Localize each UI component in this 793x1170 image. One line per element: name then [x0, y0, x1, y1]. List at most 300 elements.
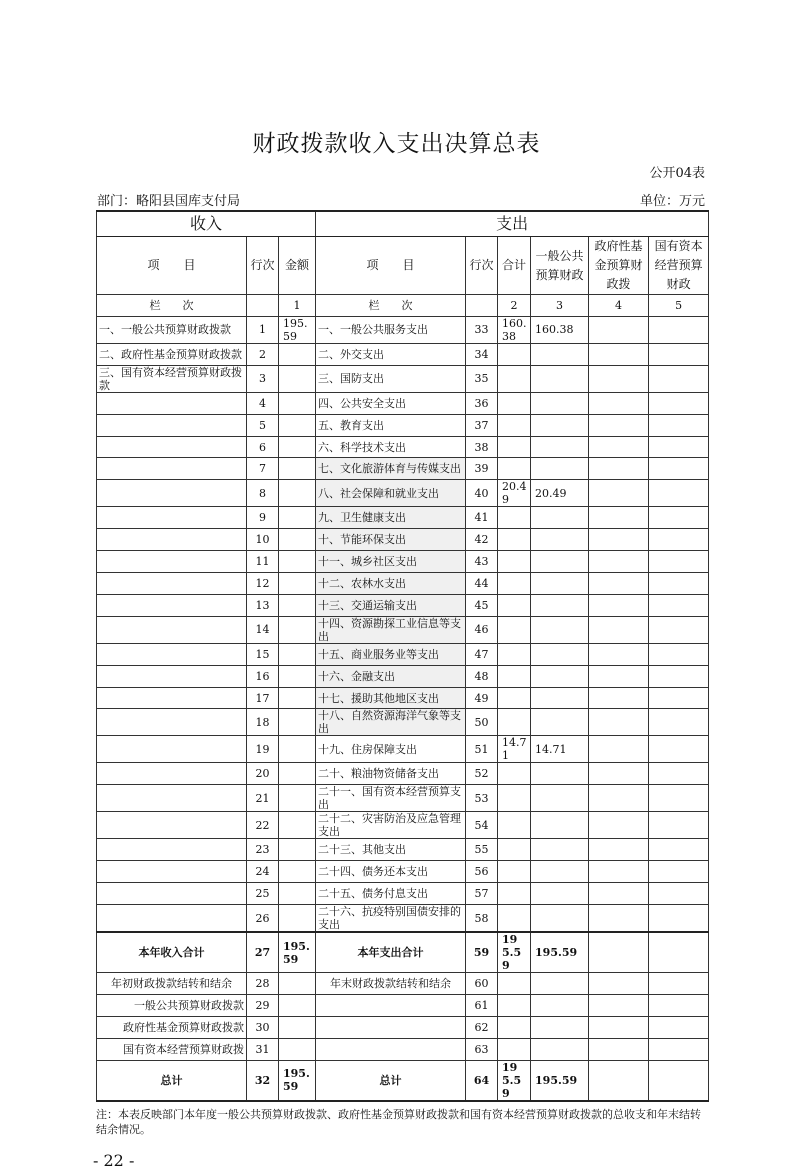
- expense-item: [316, 1016, 466, 1038]
- expense-total: [498, 1038, 531, 1060]
- table-row: [97, 994, 709, 1016]
- expense-line: 51: [466, 736, 498, 763]
- expense-general: [531, 458, 589, 480]
- expense-item: 十八、自然资源海洋气象等支出: [316, 709, 466, 736]
- income-amount: [279, 392, 316, 414]
- expense-general: [531, 414, 589, 436]
- expense-general: 14.71: [531, 736, 589, 763]
- table-row: [97, 507, 709, 529]
- income-line: 21: [247, 785, 279, 812]
- expense-state: [649, 316, 709, 343]
- expense-total: [498, 529, 531, 551]
- income-item: 政府性基金预算财政拨款: [97, 1016, 247, 1038]
- expense-state: [649, 616, 709, 643]
- col-row-1: 1: [279, 295, 316, 317]
- expense-state: [649, 665, 709, 687]
- table-row: [97, 932, 709, 973]
- expense-state: [649, 785, 709, 812]
- expense-item: [316, 994, 466, 1016]
- table-row: [97, 905, 709, 933]
- expense-total: [498, 1016, 531, 1038]
- income-line: 2: [247, 343, 279, 365]
- expense-item: 二十四、债务还本支出: [316, 861, 466, 883]
- expense-item: 十九、住房保障支出: [316, 736, 466, 763]
- expense-general: [531, 812, 589, 839]
- col-row-2: 2: [498, 295, 531, 317]
- expense-state: [649, 1060, 709, 1101]
- expense-general: [531, 594, 589, 616]
- income-item: [97, 529, 247, 551]
- income-amount: [279, 736, 316, 763]
- expense-general: [531, 551, 589, 573]
- expense-line: 46: [466, 616, 498, 643]
- expense-general: [531, 343, 589, 365]
- expense-total: [498, 436, 531, 458]
- expense-item: 年末财政拨款结转和结余: [316, 973, 466, 995]
- expense-general: 195.59: [531, 932, 589, 973]
- expense-total: [498, 594, 531, 616]
- expense-total: [498, 994, 531, 1016]
- expense-fund: [589, 343, 649, 365]
- expense-general: [531, 616, 589, 643]
- expense-item: 五、教育支出: [316, 414, 466, 436]
- unit-label: 单位：万元: [639, 194, 705, 209]
- income-line: 31: [247, 1038, 279, 1060]
- income-line: 17: [247, 687, 279, 709]
- income-amount: [279, 480, 316, 507]
- expense-state: [649, 861, 709, 883]
- income-amount: [279, 905, 316, 933]
- expense-state: [649, 1038, 709, 1060]
- expense-total: [498, 643, 531, 665]
- expense-general: [531, 709, 589, 736]
- expense-fund: [589, 458, 649, 480]
- expense-total: 195.59: [498, 932, 531, 973]
- table-row: [97, 861, 709, 883]
- expense-item: 二十二、灾害防治及应急管理支出: [316, 812, 466, 839]
- expense-line: 45: [466, 594, 498, 616]
- expense-general: [531, 905, 589, 933]
- table-row: [97, 643, 709, 665]
- expense-line: 47: [466, 643, 498, 665]
- expense-fund: [589, 1060, 649, 1101]
- income-amount: 195.59: [279, 1060, 316, 1101]
- table-row: [97, 316, 709, 343]
- income-amount: [279, 665, 316, 687]
- income-item: [97, 785, 247, 812]
- income-item: [97, 883, 247, 905]
- expense-line: 52: [466, 763, 498, 785]
- expense-line: 53: [466, 785, 498, 812]
- table-row: [97, 529, 709, 551]
- income-line: 25: [247, 883, 279, 905]
- expense-item: 三、国防支出: [316, 365, 466, 392]
- expense-fund: [589, 994, 649, 1016]
- expense-item: 十七、援助其他地区支出: [316, 687, 466, 709]
- income-item: [97, 643, 247, 665]
- income-line: 30: [247, 1016, 279, 1038]
- income-amount: [279, 414, 316, 436]
- income-line: 19: [247, 736, 279, 763]
- income-amount: [279, 973, 316, 995]
- income-item: [97, 414, 247, 436]
- expense-item: 四、公共安全支出: [316, 392, 466, 414]
- table-row: [97, 480, 709, 507]
- expense-general: [531, 861, 589, 883]
- budget-table: [96, 210, 709, 1102]
- expense-total: [498, 812, 531, 839]
- col-row-label: 栏 次: [97, 295, 247, 317]
- table-row: [97, 839, 709, 861]
- expense-state: [649, 458, 709, 480]
- income-line: 20: [247, 763, 279, 785]
- expense-item: 二、外交支出: [316, 343, 466, 365]
- income-line: 1: [247, 316, 279, 343]
- table-section: [93, 210, 708, 1170]
- expense-line: 41: [466, 507, 498, 529]
- expense-general: [531, 1038, 589, 1060]
- expense-general: [531, 994, 589, 1016]
- expense-general: [531, 392, 589, 414]
- expense-general: [531, 507, 589, 529]
- expense-item: 十、节能环保支出: [316, 529, 466, 551]
- expense-total: 195.59: [498, 1060, 531, 1101]
- expense-state: [649, 643, 709, 665]
- table-row: [97, 573, 709, 595]
- income-item: [97, 436, 247, 458]
- income-item: [97, 763, 247, 785]
- income-amount: [279, 1038, 316, 1060]
- expense-line: 39: [466, 458, 498, 480]
- income-amount: 195.59: [279, 932, 316, 973]
- income-amount: [279, 365, 316, 392]
- expense-line: 58: [466, 905, 498, 933]
- expense-state: [649, 994, 709, 1016]
- expense-item: 二十五、债务付息支出: [316, 883, 466, 905]
- expense-total: [498, 616, 531, 643]
- expense-state: [649, 839, 709, 861]
- expense-fund: [589, 414, 649, 436]
- income-amount: [279, 458, 316, 480]
- expense-item: 本年支出合计: [316, 932, 466, 973]
- expense-general: [531, 643, 589, 665]
- expense-item: 二十三、其他支出: [316, 839, 466, 861]
- income-line: 15: [247, 643, 279, 665]
- income-item: [97, 392, 247, 414]
- expense-state: [649, 687, 709, 709]
- expense-state: [649, 573, 709, 595]
- expense-item: 六、科学技术支出: [316, 436, 466, 458]
- expense-line: 36: [466, 392, 498, 414]
- col-general: 一般公共预算财政: [531, 237, 589, 295]
- income-item: 年初财政拨款结转和结余: [97, 973, 247, 995]
- expense-line: 64: [466, 1060, 498, 1101]
- income-amount: [279, 594, 316, 616]
- income-item: 二、政府性基金预算财政拨款: [97, 343, 247, 365]
- expense-total: 160.38: [498, 316, 531, 343]
- expense-general: [531, 973, 589, 995]
- expense-fund: [589, 551, 649, 573]
- col-line: 行次: [247, 237, 279, 295]
- income-line: 14: [247, 616, 279, 643]
- expense-item: 十六、金融支出: [316, 665, 466, 687]
- income-amount: [279, 1016, 316, 1038]
- expense-item: 十四、资源勘探工业信息等支出: [316, 616, 466, 643]
- income-item: 本年收入合计: [97, 932, 247, 973]
- table-row: [97, 436, 709, 458]
- expense-fund: [589, 665, 649, 687]
- expense-line: 55: [466, 839, 498, 861]
- expense-fund: [589, 594, 649, 616]
- table-row: [97, 687, 709, 709]
- expense-state: [649, 436, 709, 458]
- expense-fund: [589, 932, 649, 973]
- expense-fund: [589, 392, 649, 414]
- expense-total: 20.49: [498, 480, 531, 507]
- expense-total: [498, 365, 531, 392]
- expense-general: 160.38: [531, 316, 589, 343]
- income-item: 三、国有资本经营预算财政拨款: [97, 365, 247, 392]
- income-item: 一、一般公共预算财政拨款: [97, 316, 247, 343]
- income-line: 7: [247, 458, 279, 480]
- income-item: 总计: [97, 1060, 247, 1101]
- expense-state: [649, 812, 709, 839]
- expense-item: 七、文化旅游体育与传媒支出: [316, 458, 466, 480]
- income-item: [97, 616, 247, 643]
- expense-item: 二十六、抗疫特别国债安排的支出: [316, 905, 466, 933]
- expense-state: [649, 973, 709, 995]
- expense-state: [649, 529, 709, 551]
- table-row: [97, 736, 709, 763]
- col-total: 合计: [498, 237, 531, 295]
- income-line: 12: [247, 573, 279, 595]
- expense-line: 54: [466, 812, 498, 839]
- table-row: [97, 594, 709, 616]
- expense-state: [649, 905, 709, 933]
- table-row: [97, 1060, 709, 1101]
- expense-state: [649, 507, 709, 529]
- expense-total: [498, 905, 531, 933]
- expense-item: 八、社会保障和就业支出: [316, 480, 466, 507]
- income-amount: [279, 883, 316, 905]
- expense-state: [649, 551, 709, 573]
- expense-line: 37: [466, 414, 498, 436]
- table-row: [97, 812, 709, 839]
- table-row: [97, 665, 709, 687]
- income-header: 收入: [97, 211, 316, 237]
- expense-line: 34: [466, 343, 498, 365]
- income-amount: [279, 529, 316, 551]
- expense-general: [531, 785, 589, 812]
- income-amount: [279, 994, 316, 1016]
- income-line: 29: [247, 994, 279, 1016]
- form-code: 公开04表: [649, 166, 705, 181]
- expense-state: [649, 736, 709, 763]
- income-item: [97, 573, 247, 595]
- expense-line: 61: [466, 994, 498, 1016]
- income-line: 26: [247, 905, 279, 933]
- expense-fund: [589, 785, 649, 812]
- income-line: 10: [247, 529, 279, 551]
- table-row: [97, 883, 709, 905]
- expense-item: 十五、商业服务业等支出: [316, 643, 466, 665]
- expense-item: 二十、粮油物资储备支出: [316, 763, 466, 785]
- expense-general: [531, 365, 589, 392]
- expense-fund: [589, 839, 649, 861]
- income-line: 27: [247, 932, 279, 973]
- expense-state: [649, 883, 709, 905]
- income-item: 国有资本经营预算财政拨: [97, 1038, 247, 1060]
- department: 部门：略阳县国库支付局: [97, 194, 241, 209]
- income-item: [97, 687, 247, 709]
- expense-total: 14.71: [498, 736, 531, 763]
- expense-fund: [589, 507, 649, 529]
- expense-item: 总计: [316, 1060, 466, 1101]
- income-amount: [279, 812, 316, 839]
- col-row-3: 3: [531, 295, 589, 317]
- expense-total: [498, 839, 531, 861]
- col-row-empty: [247, 295, 279, 317]
- expense-total: [498, 973, 531, 995]
- expense-line: 62: [466, 1016, 498, 1038]
- expense-state: [649, 1016, 709, 1038]
- income-amount: [279, 839, 316, 861]
- expense-total: [498, 785, 531, 812]
- expense-state: [649, 763, 709, 785]
- income-item: [97, 458, 247, 480]
- expense-total: [498, 551, 531, 573]
- page-title: 财政拨款收入支出决算总表: [252, 131, 541, 157]
- expense-general: [531, 687, 589, 709]
- expense-state: [649, 480, 709, 507]
- expense-fund: [589, 709, 649, 736]
- footnote: 注：本表反映部门本年度一般公共预算财政拨款、政府性基金预算财政拨款和国有资本经营预算财政拨款的总收支和年末结转结余情况。: [96, 1107, 701, 1136]
- expense-fund: [589, 687, 649, 709]
- income-item: [97, 551, 247, 573]
- expense-line: 40: [466, 480, 498, 507]
- income-line: 9: [247, 507, 279, 529]
- expense-fund: [589, 1038, 649, 1060]
- expense-line: 38: [466, 436, 498, 458]
- col-state: 国有资本经营预算财政: [649, 237, 709, 295]
- expense-total: [498, 665, 531, 687]
- income-line: 3: [247, 365, 279, 392]
- income-item: [97, 905, 247, 933]
- expense-general: 195.59: [531, 1060, 589, 1101]
- expense-fund: [589, 763, 649, 785]
- expense-general: [531, 763, 589, 785]
- col-fund: 政府性基金预算财政拨: [589, 237, 649, 295]
- income-amount: [279, 436, 316, 458]
- income-line: 18: [247, 709, 279, 736]
- expense-fund: [589, 529, 649, 551]
- income-line: 22: [247, 812, 279, 839]
- income-amount: [279, 709, 316, 736]
- income-line: 4: [247, 392, 279, 414]
- table-row: [97, 1038, 709, 1060]
- col-row-5: 5: [649, 295, 709, 317]
- income-amount: [279, 861, 316, 883]
- income-item: 一般公共预算财政拨款: [97, 994, 247, 1016]
- income-line: 32: [247, 1060, 279, 1101]
- table-row: [97, 1016, 709, 1038]
- expense-total: [498, 709, 531, 736]
- col-row-4: 4: [589, 295, 649, 317]
- expense-general: [531, 436, 589, 458]
- expense-fund: [589, 1016, 649, 1038]
- income-line: 11: [247, 551, 279, 573]
- expense-fund: [589, 643, 649, 665]
- income-line: 6: [247, 436, 279, 458]
- expense-line: 44: [466, 573, 498, 595]
- expense-line: 59: [466, 932, 498, 973]
- income-item: [97, 665, 247, 687]
- income-item: [97, 709, 247, 736]
- expense-item: 二十一、国有资本经营预算支出: [316, 785, 466, 812]
- table-row: [97, 414, 709, 436]
- income-amount: 195.59: [279, 316, 316, 343]
- expense-fund: [589, 812, 649, 839]
- expense-state: [649, 343, 709, 365]
- expense-item: 十一、城乡社区支出: [316, 551, 466, 573]
- table-row: [97, 365, 709, 392]
- table-row: [97, 616, 709, 643]
- expense-fund: [589, 905, 649, 933]
- income-item: [97, 736, 247, 763]
- expense-state: [649, 594, 709, 616]
- expense-total: [498, 687, 531, 709]
- col-item: 项 目: [97, 237, 247, 295]
- expense-item: 一、一般公共服务支出: [316, 316, 466, 343]
- income-line: 8: [247, 480, 279, 507]
- expense-fund: [589, 365, 649, 392]
- income-line: 16: [247, 665, 279, 687]
- expense-total: [498, 343, 531, 365]
- income-item: [97, 861, 247, 883]
- table-row: [97, 343, 709, 365]
- table-row: [97, 709, 709, 736]
- table-row: [97, 551, 709, 573]
- expense-general: [531, 839, 589, 861]
- expense-line: 33: [466, 316, 498, 343]
- expense-total: [498, 392, 531, 414]
- income-amount: [279, 551, 316, 573]
- expense-fund: [589, 861, 649, 883]
- expense-fund: [589, 616, 649, 643]
- col-row-label: 栏 次: [316, 295, 466, 317]
- expense-fund: [589, 436, 649, 458]
- income-amount: [279, 785, 316, 812]
- income-amount: [279, 507, 316, 529]
- expense-item: [316, 1038, 466, 1060]
- expense-general: [531, 1016, 589, 1038]
- expense-line: 48: [466, 665, 498, 687]
- expense-total: [498, 414, 531, 436]
- table-row: [97, 458, 709, 480]
- expense-total: [498, 573, 531, 595]
- expense-general: [531, 883, 589, 905]
- expense-line: 56: [466, 861, 498, 883]
- expense-fund: [589, 573, 649, 595]
- income-amount: [279, 573, 316, 595]
- col-line: 行次: [466, 237, 498, 295]
- income-item: [97, 480, 247, 507]
- expense-item: 十二、农林水支出: [316, 573, 466, 595]
- expense-line: 35: [466, 365, 498, 392]
- expense-general: [531, 529, 589, 551]
- col-row-empty: [466, 295, 498, 317]
- table-row: [97, 973, 709, 995]
